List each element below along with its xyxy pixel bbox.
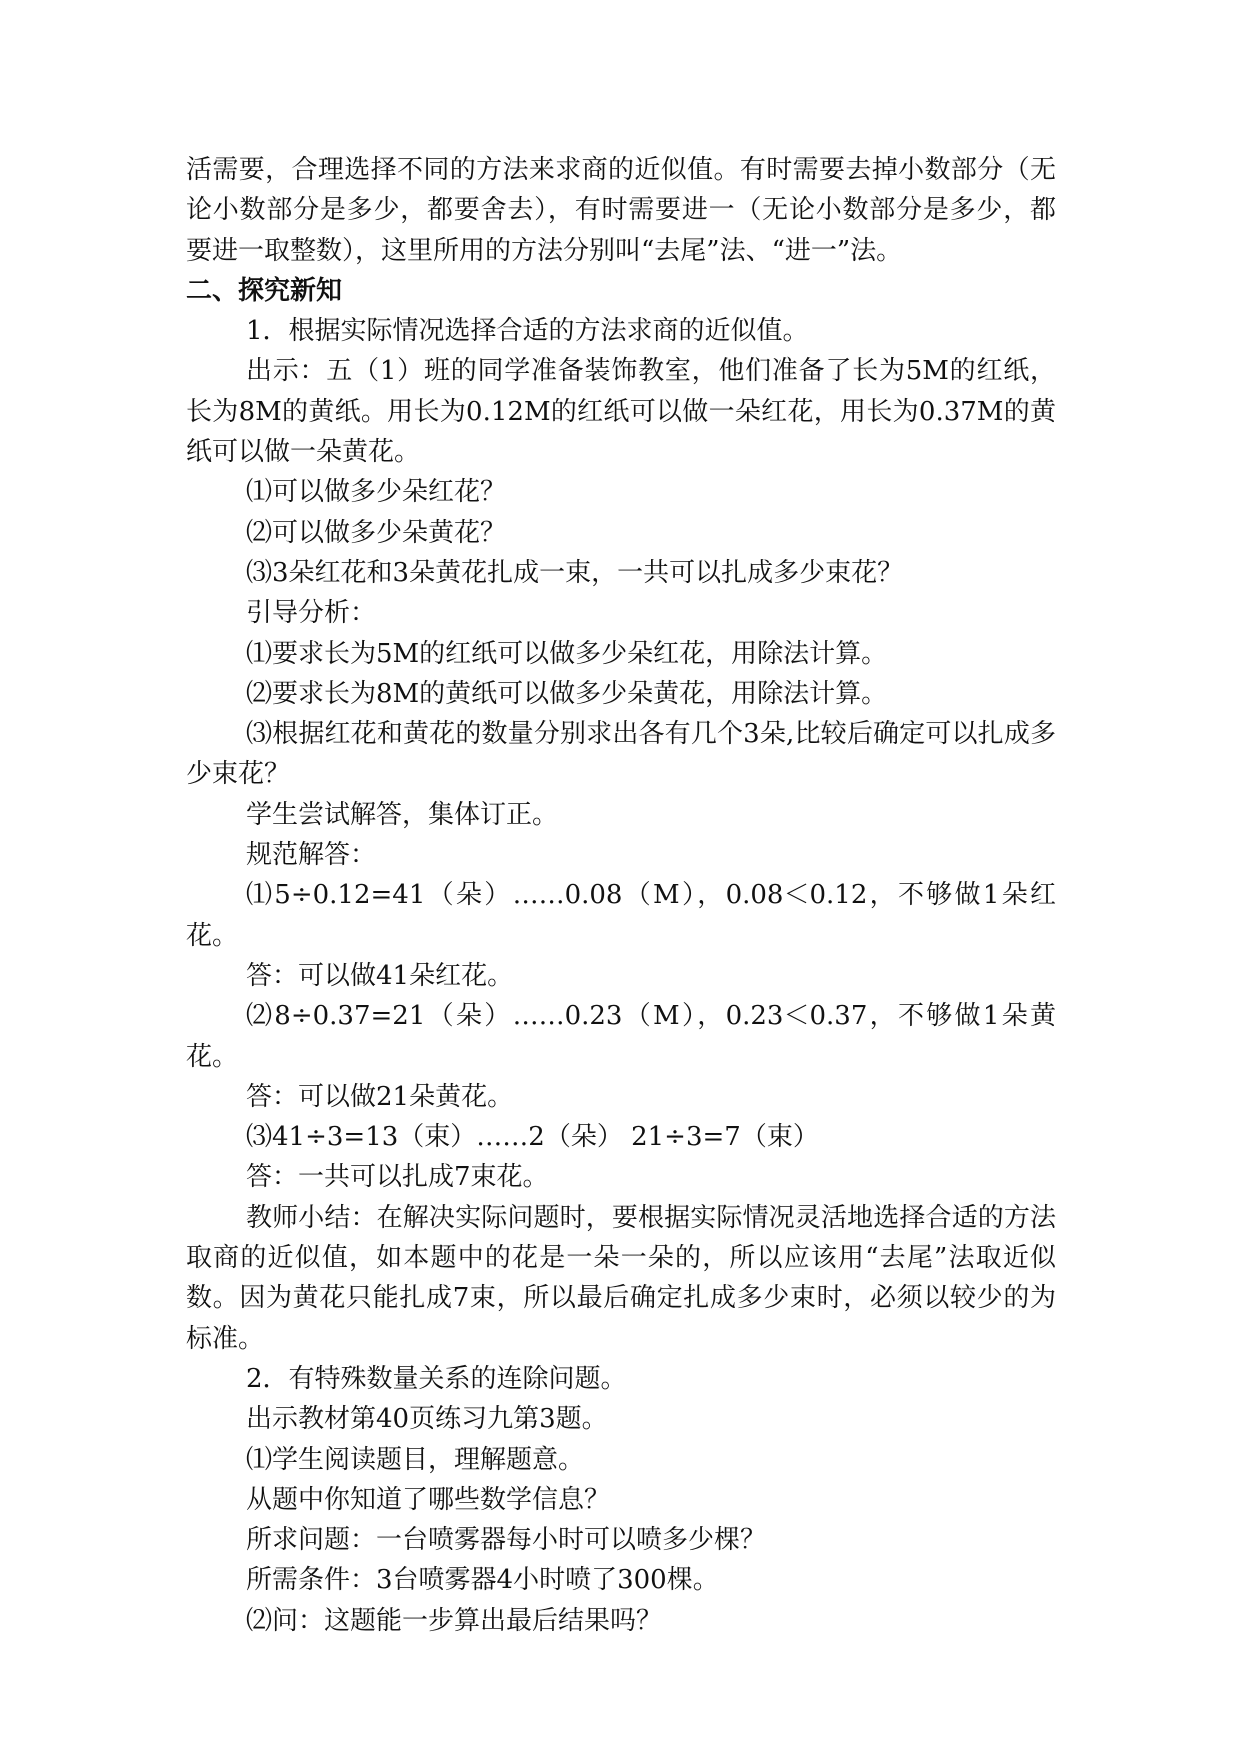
question-1: ⑴可以做多少朵红花？ [246,477,507,508]
solution-3: ⑶41÷3=13（束）……2（朵） 21÷3=7（束） [246,1122,819,1153]
question-3: ⑶3朵红花和3朵黄花扎成一束，一共可以扎成多少束花？ [246,557,904,588]
student-attempt: 学生尝试解答，集体订正。 [246,799,559,830]
problem-statement: 出示：五（1）班的同学准备装饰教室，他们准备了长为5M的红纸，长为8M的黄纸。用长为0.12M的红纸可以做一朵红花，用长为0.37M的黄纸可以做一朵黄花。 [186,356,1056,468]
asked-question: 所求问题：一台喷雾器每小时可以喷多少棵？ [246,1525,767,1556]
teacher-summary: 教师小结：在解决实际问题时，要根据实际情况灵活地选择合适的方法取商的近似值，如本题中的花是一朵一朵的，所以应该用“去尾”法取近似数。因为黄花只能扎成7束，所以最后确定扎成多少束时，必须以较少的为标准。 [186,1202,1056,1354]
answer-2: 答：可以做21朵黄花。 [246,1081,514,1112]
analysis-3: ⑶根据红花和黄花的数量分别求出各有几个3朵,比较后确定可以扎成多少束花？ [186,719,1056,790]
step-2-question: ⑵问：这题能一步算出最后结果吗？ [246,1605,663,1636]
document-page [186,150,1056,1641]
subsection-title-1: 1．根据实际情况选择合适的方法求商的近似值。 [246,316,809,347]
paragraph-intro-continuation: 活需要，合理选择不同的方法来求商的近似值。有时需要去掉小数部分（无论小数部分是多少，都要舍去），有时需要进一（无论小数部分是多少，都要进一取整数），这里所用的方法分别叫“去尾”法、“进一”法。 [186,155,1056,266]
section-heading: 二、探究新知 [186,275,343,306]
analysis-1: ⑴要求长为5M的红纸可以做多少朵红花，用除法计算。 [246,638,888,669]
info-question: 从题中你知道了哪些数学信息？ [246,1484,611,1515]
required-conditions: 所需条件：3台喷雾器4小时喷了300棵。 [246,1565,719,1596]
step-1-reading: ⑴学生阅读题目，理解题意。 [246,1444,585,1475]
analysis-2: ⑵要求长为8M的黄纸可以做多少朵黄花，用除法计算。 [246,678,888,709]
answer-3: 答：一共可以扎成7束花。 [246,1162,549,1193]
solution-2: ⑵8÷0.37=21（朵）……0.23（M），0.23＜0.37，不够做1朵黄花。 [186,1001,1056,1072]
solution-1: ⑴5÷0.12=41（朵）……0.08（M），0.08＜0.12，不够做1朵红花。 [186,880,1056,951]
guided-analysis-label: 引导分析： [246,598,377,629]
subsection-title-2: 2．有特殊数量关系的连除问题。 [246,1363,627,1394]
textbook-reference: 出示教材第40页练习九第3题。 [246,1404,608,1435]
question-2: ⑵可以做多少朵黄花？ [246,517,507,548]
standard-answer-label: 规范解答： [246,840,377,871]
answer-1: 答：可以做41朵红花。 [246,960,514,991]
